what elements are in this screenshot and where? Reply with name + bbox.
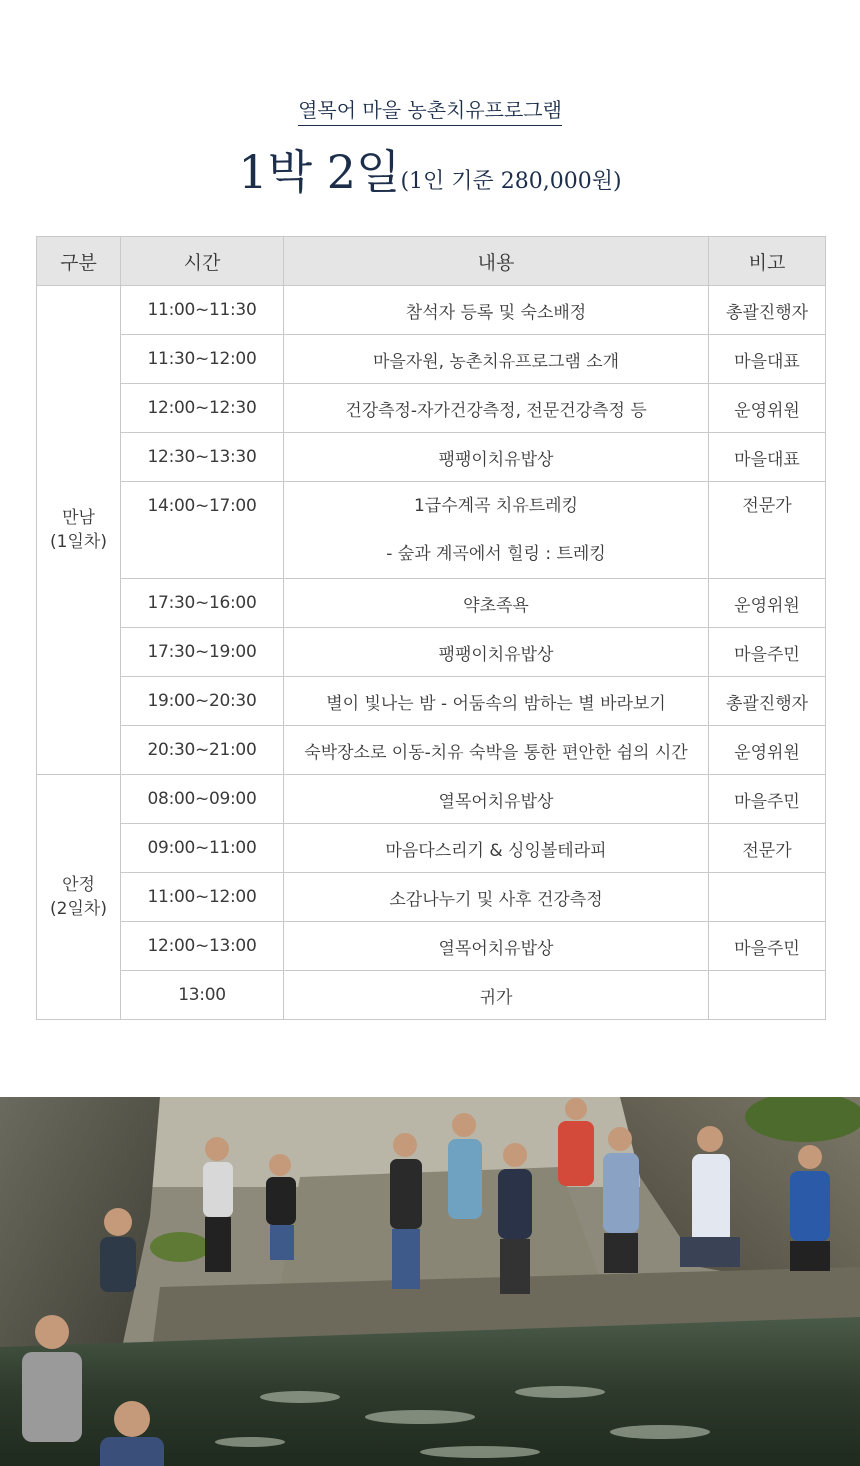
note-cell [709, 971, 826, 1020]
table-row [37, 677, 826, 726]
content-line-1: 1급수계곡 치유트레킹 [413, 496, 579, 516]
content-cell: 건강측정-자가건강측정, 전문건강측정 등 [284, 384, 709, 433]
program-subtitle-text: 열목어 마을 농촌치유프로그램 [298, 98, 562, 126]
time-cell: 17:30~16:00 [121, 579, 284, 628]
time-cell: 11:00~12:00 [121, 873, 284, 922]
table-row [37, 922, 826, 971]
table-row [37, 579, 826, 628]
time-cell [121, 482, 284, 579]
table-row [37, 335, 826, 384]
note-cell: 운영위원 [709, 579, 826, 628]
time-cell: 08:00~09:00 [121, 775, 284, 824]
column-header-time: 시간 [121, 237, 284, 286]
note-cell: 마을주민 [709, 775, 826, 824]
day1-group-cell [37, 286, 121, 775]
time-cell: 13:00 [121, 971, 284, 1020]
program-header [0, 0, 860, 236]
content-cell: 팽팽이치유밥상 [284, 433, 709, 482]
schedule-table [36, 236, 826, 1020]
content-line-2: - 숲과 계곡에서 힐링 : 트레킹 [386, 544, 606, 564]
table-header-row [37, 237, 826, 286]
note-cell: 총괄진행자 [709, 677, 826, 726]
program-title-main: 1박 2일 [238, 145, 401, 199]
time-cell: 09:00~11:00 [121, 824, 284, 873]
program-title [0, 136, 860, 202]
content-cell: 귀가 [284, 971, 709, 1020]
table-row [37, 971, 826, 1020]
note-text: 전문가 [742, 496, 792, 516]
content-cell: 약초족욕 [284, 579, 709, 628]
time-cell: 12:00~13:00 [121, 922, 284, 971]
table-row [37, 873, 826, 922]
time-cell: 12:00~12:30 [121, 384, 284, 433]
content-cell: 소감나누기 및 사후 건강측정 [284, 873, 709, 922]
time-cell: 11:00~11:30 [121, 286, 284, 335]
content-cell: 열목어치유밥상 [284, 775, 709, 824]
column-header-category: 구분 [37, 237, 121, 286]
content-cell: 별이 빛나는 밤 - 어둠속의 밤하는 별 바라보기 [284, 677, 709, 726]
program-price: (1인 기준 280,000원) [400, 169, 622, 194]
content-cell: 참석자 등록 및 숙소배정 [284, 286, 709, 335]
table-row [37, 384, 826, 433]
table-row [37, 482, 826, 579]
note-cell: 마을주민 [709, 628, 826, 677]
content-cell: 팽팽이치유밥상 [284, 628, 709, 677]
program-subtitle [0, 94, 860, 123]
day1-label: 만남 [62, 508, 95, 528]
time-cell: 19:00~20:30 [121, 677, 284, 726]
time-cell: 12:30~13:30 [121, 433, 284, 482]
note-cell: 운영위원 [709, 726, 826, 775]
day2-sublabel: (2일차) [50, 899, 107, 919]
content-cell: 마을자원, 농촌치유프로그램 소개 [284, 335, 709, 384]
note-cell: 마을대표 [709, 433, 826, 482]
day2-label: 안정 [62, 875, 95, 895]
time-cell: 11:30~12:00 [121, 335, 284, 384]
note-cell: 총괄진행자 [709, 286, 826, 335]
day2-group-cell [37, 775, 121, 1020]
note-cell: 마을대표 [709, 335, 826, 384]
note-cell: 전문가 [709, 824, 826, 873]
table-row [37, 726, 826, 775]
table-row [37, 433, 826, 482]
table-row [37, 286, 826, 335]
note-cell: 운영위원 [709, 384, 826, 433]
group-photo-illustration [0, 1097, 860, 1466]
content-cell: 열목어치유밥상 [284, 922, 709, 971]
time-text: 14:00~17:00 [147, 496, 257, 516]
column-header-note: 비고 [709, 237, 826, 286]
note-cell [709, 873, 826, 922]
table-row [37, 628, 826, 677]
table-row [37, 824, 826, 873]
content-cell: 숙박장소로 이동-치유 숙박을 통한 편안한 쉼의 시간 [284, 726, 709, 775]
time-cell: 20:30~21:00 [121, 726, 284, 775]
column-header-content: 내용 [284, 237, 709, 286]
day1-sublabel: (1일차) [50, 532, 107, 552]
group-photo [0, 1097, 860, 1466]
time-cell: 17:30~19:00 [121, 628, 284, 677]
note-cell [709, 482, 826, 579]
content-cell: 마음다스리기 & 싱잉볼테라피 [284, 824, 709, 873]
note-cell: 마을주민 [709, 922, 826, 971]
content-cell [284, 482, 709, 579]
table-row [37, 775, 826, 824]
